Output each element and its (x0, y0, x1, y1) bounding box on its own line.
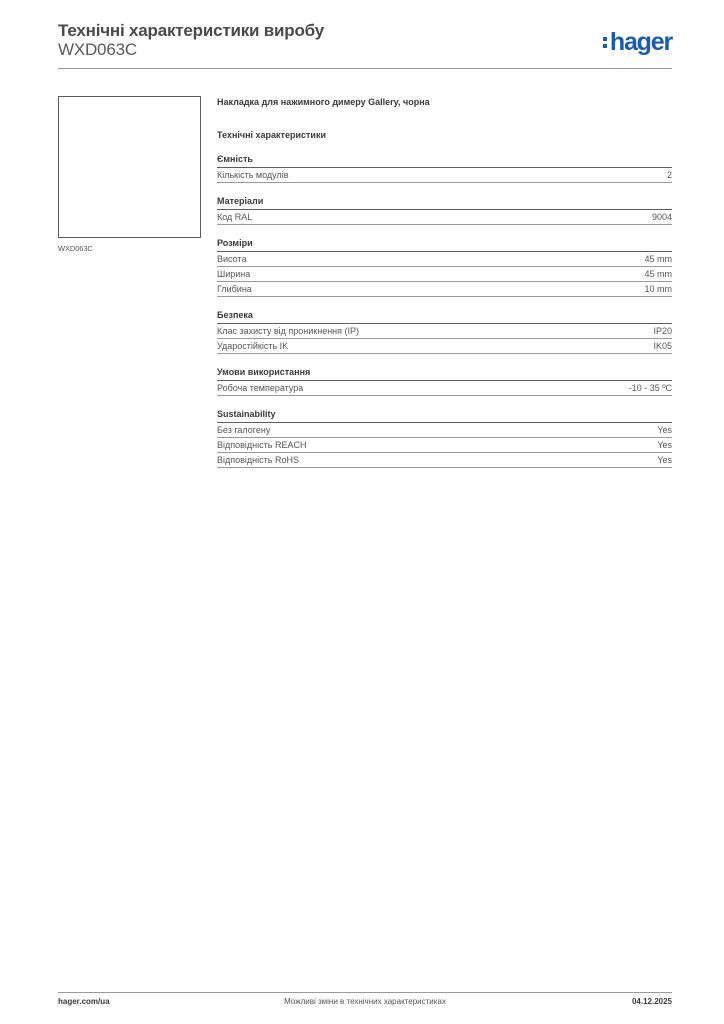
spec-group (217, 237, 672, 297)
spec-value: 45 mm (644, 269, 672, 279)
footer-website: hager.com/ua (58, 997, 110, 1006)
spec-group-title: Ємність (217, 153, 672, 168)
product-image-placeholder (58, 96, 201, 238)
logo-text: hager (609, 28, 672, 56)
spec-row (217, 267, 672, 282)
spec-group-title: Розміри (217, 237, 672, 252)
spec-group (217, 408, 672, 468)
spec-value: 2 (666, 170, 672, 180)
document-header (58, 21, 672, 69)
footer-divider (58, 992, 672, 993)
spec-label: Кількість модулів (217, 170, 289, 180)
spec-group (217, 153, 672, 183)
spec-group-title: Матеріали (217, 195, 672, 210)
spec-label: Глибина (217, 284, 252, 294)
spec-value: Yes (657, 440, 672, 450)
spec-value: -10 - 35 ºC (628, 383, 672, 393)
spec-row (217, 381, 672, 396)
logo-mark-icon (603, 37, 607, 48)
spec-row (217, 282, 672, 297)
hager-logo (603, 29, 672, 55)
spec-row (217, 438, 672, 453)
spec-group (217, 195, 672, 225)
spec-label: Ширина (217, 269, 251, 279)
spec-group-title: Sustainability (217, 408, 672, 423)
spec-row (217, 453, 672, 468)
spec-group-title: Умови використання (217, 366, 672, 381)
spec-row (217, 324, 672, 339)
spec-group (217, 366, 672, 396)
spec-label: Відповідність REACH (217, 440, 307, 450)
spec-row (217, 339, 672, 354)
spec-groups (217, 153, 672, 468)
spec-row (217, 423, 672, 438)
spec-row (217, 210, 672, 225)
spec-label: Удароcтійкість IK (217, 341, 289, 351)
spec-row (217, 252, 672, 267)
spec-value: Yes (657, 455, 672, 465)
spec-value: 9004 (651, 212, 672, 222)
spec-label: Код RAL (217, 212, 253, 222)
spec-row (217, 168, 672, 183)
spec-label: Висота (217, 254, 247, 264)
product-name: Накладка для нажимного димеру Gallery, чорна (217, 97, 430, 107)
footer-note: Можливі зміни в технічних характеристиках (284, 997, 446, 1006)
spec-label: Без галогену (217, 425, 271, 435)
header-divider (58, 68, 672, 69)
document-footer (58, 997, 672, 1009)
spec-label: Робоча температура (217, 383, 304, 393)
spec-content (217, 96, 672, 468)
spec-group-title: Безпека (217, 309, 672, 324)
spec-value: IK05 (653, 341, 672, 351)
spec-label: Відповідність RoHS (217, 455, 299, 465)
spec-value: 45 mm (644, 254, 672, 264)
spec-group (217, 309, 672, 354)
spec-label: Клас захисту від проникнення (IP) (217, 326, 360, 336)
product-code: WXD063C (58, 40, 137, 59)
footer-date: 04.12.2025 (631, 997, 672, 1006)
spec-value: 10 mm (644, 284, 672, 294)
spec-value: Yes (657, 425, 672, 435)
product-image-caption: WXD063C (58, 244, 93, 253)
document-title: Технічні характеристики виробу (58, 21, 324, 40)
spec-value: IP20 (653, 326, 672, 336)
spec-section-heading: Технічні характеристики (217, 130, 326, 140)
